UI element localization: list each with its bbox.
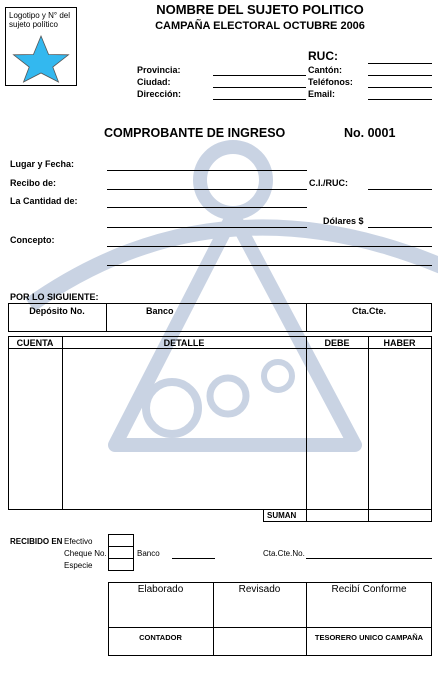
provincia-label: Provincia:	[137, 65, 181, 75]
cheque-label: Cheque No.	[64, 549, 107, 558]
email-field[interactable]	[368, 99, 432, 100]
recibo-label: Recibo de:	[10, 178, 57, 188]
direccion-label: Dirección:	[137, 89, 182, 99]
cta-cte-no-field[interactable]	[306, 558, 432, 559]
por-lo-siguiente-label: POR LO SIGUIENTE:	[10, 292, 99, 302]
telefonos-field[interactable]	[368, 87, 432, 88]
cantidad-field[interactable]	[107, 207, 307, 208]
dolares-field[interactable]	[368, 227, 432, 228]
revisado-label: Revisado	[238, 584, 281, 595]
recibo-field[interactable]	[107, 189, 307, 190]
suman-label: SUMAN	[267, 511, 297, 520]
especie-label: Especie	[64, 561, 93, 570]
star-icon	[8, 34, 74, 84]
logo-box	[5, 7, 77, 86]
ci-ruc-label: C.I./RUC:	[309, 178, 348, 188]
provincia-field[interactable]	[213, 75, 306, 76]
ciudad-field[interactable]	[213, 87, 306, 88]
page-title: NOMBRE DEL SUJETO POLITICO	[156, 2, 364, 17]
banco-label: Banco	[137, 549, 160, 558]
contador-label: CONTADOR	[139, 633, 182, 642]
tesorero-label: TESORERO UNICO CAMPAÑA	[314, 633, 424, 642]
ruc-field[interactable]	[368, 63, 432, 64]
telefonos-label: Teléfonos:	[308, 77, 353, 87]
cuenta-header: CUENTA	[16, 338, 54, 348]
voucher-number: No. 0001	[344, 126, 396, 140]
voucher-title: COMPROBANTE DE INGRESO	[104, 126, 286, 140]
ledger-divider-3	[368, 336, 369, 522]
email-label: Email:	[308, 89, 336, 99]
cantidad-label: La Cantidad de:	[10, 196, 78, 206]
payment-divider-1	[106, 303, 107, 332]
ci-ruc-field[interactable]	[368, 189, 432, 190]
concepto-label: Concepto:	[10, 235, 55, 245]
banco-header: Banco	[146, 306, 174, 316]
ledger-divider-2	[306, 336, 307, 522]
lugar-fecha-field[interactable]	[107, 170, 307, 171]
concepto-field-2[interactable]	[107, 265, 432, 266]
cta-cte-no-label: Cta.Cte.No.	[263, 549, 305, 558]
efectivo-label: Efectivo	[64, 537, 93, 546]
dolares-label: Dólares $	[323, 216, 364, 226]
debe-header: DEBE	[324, 338, 350, 348]
ruc-label: RUC:	[308, 49, 338, 63]
cantidad-field-2[interactable]	[107, 227, 307, 228]
logo-caption: Logotipo y N° del sujeto político	[9, 11, 71, 29]
ledger-divider-1	[62, 336, 63, 510]
detalle-header: DETALLE	[163, 338, 205, 348]
direccion-field[interactable]	[213, 99, 306, 100]
ciudad-label: Ciudad:	[137, 77, 171, 87]
signature-rule	[108, 627, 432, 628]
recibi-conforme-label: Recibí Conforme	[331, 584, 407, 595]
cta-cte-header: Cta.Cte.	[351, 306, 386, 316]
ledger-divider-4	[431, 336, 432, 522]
lugar-fecha-label: Lugar y Fecha:	[10, 159, 75, 169]
haber-header: HABER	[383, 338, 416, 348]
concepto-field[interactable]	[107, 246, 432, 247]
elaborado-label: Elaborado	[137, 584, 184, 595]
page-subtitle: CAMPAÑA ELECTORAL OCTUBRE 2006	[155, 20, 365, 32]
recibido-en-label: RECIBIDO EN	[10, 537, 63, 546]
canton-field[interactable]	[368, 75, 432, 76]
canton-label: Cantón:	[308, 65, 342, 75]
banco-field[interactable]	[172, 558, 215, 559]
especie-checkbox[interactable]	[108, 558, 134, 571]
deposito-header: Depósito No.	[29, 306, 85, 316]
